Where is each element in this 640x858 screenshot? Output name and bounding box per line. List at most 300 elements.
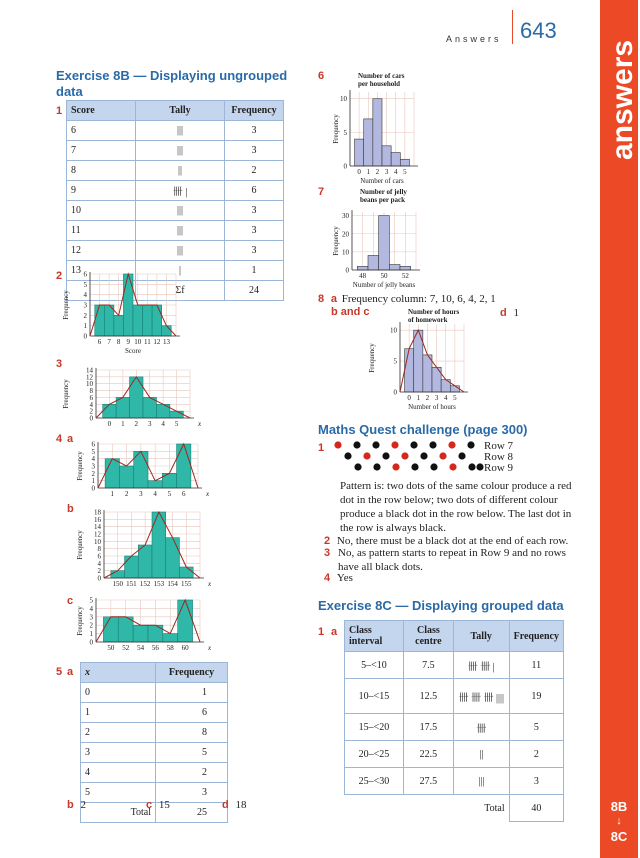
cell-score: 13 (67, 261, 136, 281)
cell-frequency: 3 (225, 141, 284, 161)
x-axis-label: Score (125, 347, 141, 355)
bar (104, 305, 114, 336)
q5-d-answer (222, 798, 246, 812)
table-row (81, 723, 228, 743)
y-tick-label: 5 (89, 596, 93, 605)
cell-tally: | (136, 261, 225, 281)
table-row (67, 161, 284, 181)
cell-score: 7 (67, 141, 136, 161)
total-value: 40 (509, 795, 563, 822)
q5-header-frequency: Frequency (156, 663, 228, 683)
y-tick-label: 3 (91, 462, 95, 471)
x-tick-label: 150 (112, 580, 123, 588)
x-tick-label: 11 (143, 338, 151, 346)
bar (125, 556, 139, 578)
cell-frequency: 3 (225, 201, 284, 221)
q5-c-answer (146, 798, 170, 812)
x-tick-label: 6 (97, 338, 102, 346)
y-tick-label: 1 (91, 477, 95, 486)
cell-tally: 卌 (453, 714, 509, 741)
x-tick-label: 5 (453, 394, 457, 402)
exercise-8b-title-line2: data (56, 84, 83, 99)
mqc-q2-text: No, there must be a black dot at the end of each row. (336, 535, 569, 547)
y-tick-label: 0 (393, 388, 397, 397)
q8-a (318, 292, 496, 306)
y-tick-label: 0 (83, 332, 87, 341)
y-tick-label: 4 (89, 604, 93, 613)
mqc-q4-number: 4 (324, 572, 331, 584)
y-tick-label: 5 (393, 357, 397, 366)
sidebar-title: answers (606, 39, 639, 160)
exercise-8b-title-line1: Exercise 8B — Displaying ungrouped (56, 68, 288, 83)
x-tick-label: 54 (137, 644, 145, 652)
y-tick-label: 1 (89, 630, 93, 639)
y-tick-label: 30 (342, 212, 349, 221)
bar (373, 99, 382, 166)
table-row (81, 743, 228, 763)
total-label: Total (81, 803, 156, 823)
y-tick-label: 18 (94, 508, 101, 517)
cell-frequency: 1 (225, 261, 284, 281)
cell-score: 11 (67, 221, 136, 241)
bar (114, 315, 124, 336)
chapter-range (600, 799, 638, 844)
bar (143, 305, 153, 336)
table-row (67, 121, 284, 141)
dot (411, 463, 418, 470)
cell-interval: 20–<25 (345, 741, 404, 768)
x-tick-label: 10 (134, 338, 142, 346)
bar (152, 305, 162, 336)
x-tick-label: 50 (380, 272, 388, 280)
grouped-header-row (345, 621, 564, 652)
q5-c-value: 15 (158, 799, 170, 811)
bar (379, 216, 390, 270)
row-label: Row 7 (484, 440, 514, 452)
mqc-q2-number: 2 (324, 535, 331, 547)
cell-x: 0 (81, 683, 156, 703)
header-tally: Tally (453, 621, 509, 652)
q5-number: 5 (56, 666, 63, 678)
header-divider (512, 10, 513, 44)
dot (372, 441, 379, 448)
cell-tally: ||| (136, 201, 225, 221)
x-tick-label: 3 (147, 420, 152, 428)
chart-title: Number of cars per household (358, 72, 405, 88)
cell-tally: ||| (136, 221, 225, 241)
ex8c-q1-number: 1 (318, 626, 325, 638)
x-tick-label: 4 (443, 394, 448, 402)
q5-c-label: c (146, 799, 153, 811)
y-tick-label: 4 (91, 455, 95, 464)
q4a-label: a (67, 433, 74, 445)
q5-b-label: b (67, 799, 74, 811)
cell-x: 2 (81, 723, 156, 743)
x-tick-label: 3 (434, 394, 439, 402)
mqc-q4-text: Yes (336, 572, 353, 584)
q3-number: 3 (56, 358, 63, 370)
dot (373, 463, 380, 470)
x-axis-label: x (208, 644, 212, 652)
range-arrow: ↓ (616, 815, 622, 827)
y-tick-label: 4 (97, 559, 101, 568)
q1-header-frequency: Frequency (225, 101, 284, 121)
x-tick-label: 0 (407, 394, 411, 402)
x-tick-label: 6 (181, 490, 186, 498)
mqc-q4 (324, 571, 353, 585)
cell-interval: 25–<30 (345, 768, 404, 795)
cell-frequency: 2 (225, 161, 284, 181)
cell-score: 8 (67, 161, 136, 181)
header-class-interval: Class interval (345, 621, 404, 652)
y-tick-label: 8 (97, 545, 101, 554)
bar (357, 266, 368, 270)
q4b-histogram (74, 506, 214, 596)
q8-d-label: d (500, 307, 507, 319)
y-axis-label: Frequency (332, 114, 340, 144)
bar (382, 146, 391, 166)
table-row (345, 741, 564, 768)
bar (405, 349, 414, 392)
cell-tally: 卌 卌 卌 |||| (453, 679, 509, 714)
table-row (67, 181, 284, 201)
bar (118, 617, 133, 642)
cell-tally: || (453, 741, 509, 768)
y-axis-label: Frequency (76, 451, 84, 481)
cell-tally: ||| (136, 121, 225, 141)
exercise-8c-title: Exercise 8C — Displaying grouped data (318, 598, 564, 613)
bar (177, 444, 191, 488)
bar (166, 538, 180, 578)
x-tick-label: 152 (139, 580, 151, 588)
y-tick-label: 2 (89, 621, 93, 630)
x-axis-label: x (206, 490, 210, 498)
table-row (67, 221, 284, 241)
table-row (81, 763, 228, 783)
table-row (345, 768, 564, 795)
cell-empty (403, 795, 453, 822)
row-label: Row 9 (484, 462, 514, 474)
dot (344, 452, 351, 459)
cell-frequency: 3 (156, 783, 228, 803)
q7-number: 7 (318, 186, 325, 198)
dot (448, 441, 455, 448)
bar (400, 159, 409, 166)
q8-d (500, 306, 519, 320)
cell-interval: 10–<15 (345, 679, 404, 714)
x-tick-label: 52 (122, 644, 130, 652)
x-tick-label: 151 (126, 580, 137, 588)
cell-frequency: 1 (156, 683, 228, 703)
q2-number: 2 (56, 270, 63, 282)
q1-header-score: Score (67, 101, 136, 121)
bar (400, 266, 411, 270)
q1-header-tally: Tally (136, 101, 225, 121)
x-tick-label: 0 (107, 420, 112, 428)
q4a-histogram (74, 440, 214, 502)
y-tick-label: 0 (91, 484, 95, 493)
table-row (67, 141, 284, 161)
cell-frequency: 5 (156, 743, 228, 763)
x-tick-label: 52 (401, 272, 409, 280)
cell-frequency: 19 (509, 679, 563, 714)
cell-tally: ||| (136, 141, 225, 161)
y-tick-label: 10 (340, 95, 347, 104)
x-tick-label: 2 (134, 420, 139, 428)
y-tick-label: 6 (91, 440, 95, 449)
y-tick-label: 1 (83, 322, 87, 331)
total-value: 24 (225, 281, 284, 301)
dot (458, 452, 465, 459)
y-axis-label: Frequency (62, 290, 70, 320)
cell-score: 9 (67, 181, 136, 201)
bar (179, 567, 193, 578)
bar (170, 411, 183, 418)
q8-histogram (366, 306, 476, 410)
y-tick-label: 0 (343, 162, 347, 171)
dot (334, 441, 341, 448)
cell-centre: 12.5 (403, 679, 453, 714)
y-tick-label: 2 (97, 567, 101, 576)
dot (354, 463, 361, 470)
y-axis-label: Frequency (76, 606, 84, 636)
y-tick-label: 6 (97, 552, 101, 561)
x-axis-label: Number of cars (360, 177, 404, 185)
page-number: 643 (520, 18, 557, 43)
x-tick-label: 7 (107, 338, 111, 346)
x-tick-label: 12 (153, 338, 161, 346)
mqc-q3-text: No, as pattern starts to repeat in Row 9 and no rows have all black dots. (338, 547, 566, 573)
x-tick-label: 3 (384, 168, 389, 176)
dot (429, 441, 436, 448)
bar (119, 466, 133, 488)
table-row (345, 714, 564, 741)
y-tick-label: 2 (89, 407, 93, 416)
y-tick-label: 10 (390, 326, 397, 335)
x-tick-label: 5 (174, 420, 179, 428)
exercise-8b-title (56, 68, 287, 100)
q8-d-value: 1 (513, 307, 519, 319)
y-tick-label: 5 (91, 447, 95, 456)
dot (420, 452, 427, 459)
y-tick-label: 0 (89, 638, 93, 647)
ex8c-q1-part: a (331, 626, 338, 638)
x-tick-label: 58 (166, 644, 174, 652)
y-axis-label: Frequency (76, 530, 84, 560)
x-tick-label: 2 (425, 394, 430, 402)
y-tick-label: 12 (94, 530, 101, 539)
dot (382, 452, 389, 459)
cell-tally: ||| (136, 241, 225, 261)
range-end: 8C (610, 829, 628, 844)
y-tick-label: 0 (89, 414, 93, 423)
x-tick-label: 2 (124, 490, 129, 498)
table-row (67, 201, 284, 221)
cell-x: 5 (81, 783, 156, 803)
bar (423, 355, 432, 392)
cell-score: 10 (67, 201, 136, 221)
q8-a-label: a (330, 293, 337, 305)
cell-centre: 7.5 (403, 652, 453, 679)
q6-number: 6 (318, 70, 325, 82)
bar (130, 377, 143, 418)
table-row (345, 652, 564, 679)
x-tick-label: 2 (375, 168, 380, 176)
q5-other-answers (67, 798, 86, 812)
x-tick-label: 8 (116, 338, 121, 346)
x-axis-label: x (198, 420, 202, 428)
x-tick-label: 1 (366, 168, 371, 176)
dot-pattern (334, 440, 484, 476)
bar (95, 305, 105, 336)
y-tick-label: 5 (83, 280, 87, 289)
bar (105, 459, 119, 488)
cell-frequency: 5 (509, 714, 563, 741)
bar (364, 119, 373, 166)
cell-frequency: 3 (509, 768, 563, 795)
chart-title: Number of hours of homework (408, 308, 460, 324)
y-tick-label: 3 (89, 613, 93, 622)
x-tick-label: 155 (181, 580, 192, 588)
table-total-row (345, 795, 564, 822)
y-axis-label: Frequency (62, 379, 70, 409)
y-tick-label: 6 (83, 270, 87, 279)
dot (401, 452, 408, 459)
bar (103, 404, 116, 418)
x-tick-label: 4 (153, 490, 157, 498)
y-tick-label: 0 (97, 574, 101, 583)
bar (138, 545, 152, 578)
q5-part-a: a (67, 666, 74, 678)
x-tick-label: 4 (161, 420, 165, 428)
cell-score: 12 (67, 241, 136, 261)
pattern-text: Pattern is: two dots of the same colour produce a red dot in the row below; two dots of different colour produce a black dot in the row below. The last dot in the row is always black. (340, 480, 572, 534)
mqc-q1-number: 1 (318, 442, 325, 454)
row-labels (484, 441, 513, 474)
row-label: Row 8 (484, 451, 514, 463)
y-axis-label: Frequency (332, 226, 340, 256)
q5-header-row (81, 663, 228, 683)
cell-frequency: 2 (509, 741, 563, 768)
q1-number: 1 (56, 105, 63, 117)
q5-header-x: x (81, 663, 156, 683)
dot (392, 463, 399, 470)
y-tick-label: 14 (86, 366, 93, 375)
dot (449, 463, 456, 470)
bar (133, 305, 143, 336)
dot (467, 441, 474, 448)
x-tick-label: 50 (107, 644, 115, 652)
answers-sidebar (600, 0, 638, 858)
cell-centre: 22.5 (403, 741, 453, 768)
total-label: Total (484, 802, 505, 814)
table-row (81, 683, 228, 703)
dot (353, 441, 360, 448)
bar (450, 386, 459, 392)
cell-frequency: 11 (509, 652, 563, 679)
total-label: Σf (136, 281, 225, 301)
x-tick-label: 13 (162, 338, 170, 346)
cell-tally: || (136, 161, 225, 181)
bar (133, 625, 148, 642)
dot (410, 441, 417, 448)
x-tick-label: 1 (416, 394, 421, 402)
y-tick-label: 20 (342, 230, 349, 239)
cell-frequency: 3 (225, 241, 284, 261)
table-row (67, 241, 284, 261)
q4c-label: c (67, 595, 74, 607)
mqc-q3 (324, 546, 584, 574)
bar (178, 600, 193, 642)
cell-tally: 卌 卌 | (453, 652, 509, 679)
bar (103, 617, 118, 642)
table-row (81, 703, 228, 723)
y-tick-label: 10 (94, 537, 101, 546)
y-tick-label: 3 (83, 301, 87, 310)
cell-tally: 卌 | (136, 181, 225, 201)
x-tick-label: 1 (121, 420, 125, 428)
y-tick-label: 0 (345, 266, 349, 275)
bar (389, 265, 400, 270)
cell-x: 1 (81, 703, 156, 723)
cell-frequency: 8 (156, 723, 228, 743)
q3-histogram (60, 364, 200, 434)
cell-score: 6 (67, 121, 136, 141)
y-tick-label: 16 (94, 515, 101, 524)
dot (363, 452, 370, 459)
cell-tally: ||| (453, 768, 509, 795)
bar (143, 397, 156, 418)
q2-histogram (60, 268, 190, 358)
dot (468, 463, 475, 470)
bar (116, 397, 129, 418)
bar (162, 326, 172, 336)
ex8c-table-wrap (344, 620, 564, 822)
cell-x: 3 (81, 743, 156, 763)
y-axis-label: Frequency (368, 343, 376, 373)
q4b-label: b (67, 503, 74, 515)
q5-d-value: 18 (235, 799, 247, 811)
cell-interval: 15–<20 (345, 714, 404, 741)
x-tick-label: 154 (167, 580, 178, 588)
x-tick-label: 9 (126, 338, 130, 346)
y-tick-label: 5 (343, 128, 347, 137)
x-tick-label: 0 (357, 168, 361, 176)
cell-frequency: 2 (156, 763, 228, 783)
dot (430, 463, 437, 470)
q5-d-label: d (222, 799, 229, 811)
x-tick-label: 4 (393, 168, 398, 176)
q5-b-value: 2 (80, 799, 86, 811)
y-tick-label: 4 (89, 400, 93, 409)
y-tick-label: 10 (342, 248, 349, 257)
mqc-title: Maths Quest challenge (page 300) (318, 422, 528, 437)
header-frequency: Frequency (509, 621, 563, 652)
table-row (345, 679, 564, 714)
x-tick-label: 5 (403, 168, 407, 176)
y-tick-label: 10 (86, 380, 93, 389)
y-tick-label: 12 (86, 373, 93, 382)
q7-histogram (330, 186, 440, 290)
y-tick-label: 6 (89, 393, 93, 402)
q4c-histogram (74, 594, 214, 656)
q6-histogram (330, 70, 440, 186)
y-tick-label: 14 (94, 523, 101, 532)
dot (439, 452, 446, 459)
running-header: Answers (446, 34, 502, 44)
y-tick-label: 8 (89, 387, 93, 396)
bar (368, 256, 379, 271)
